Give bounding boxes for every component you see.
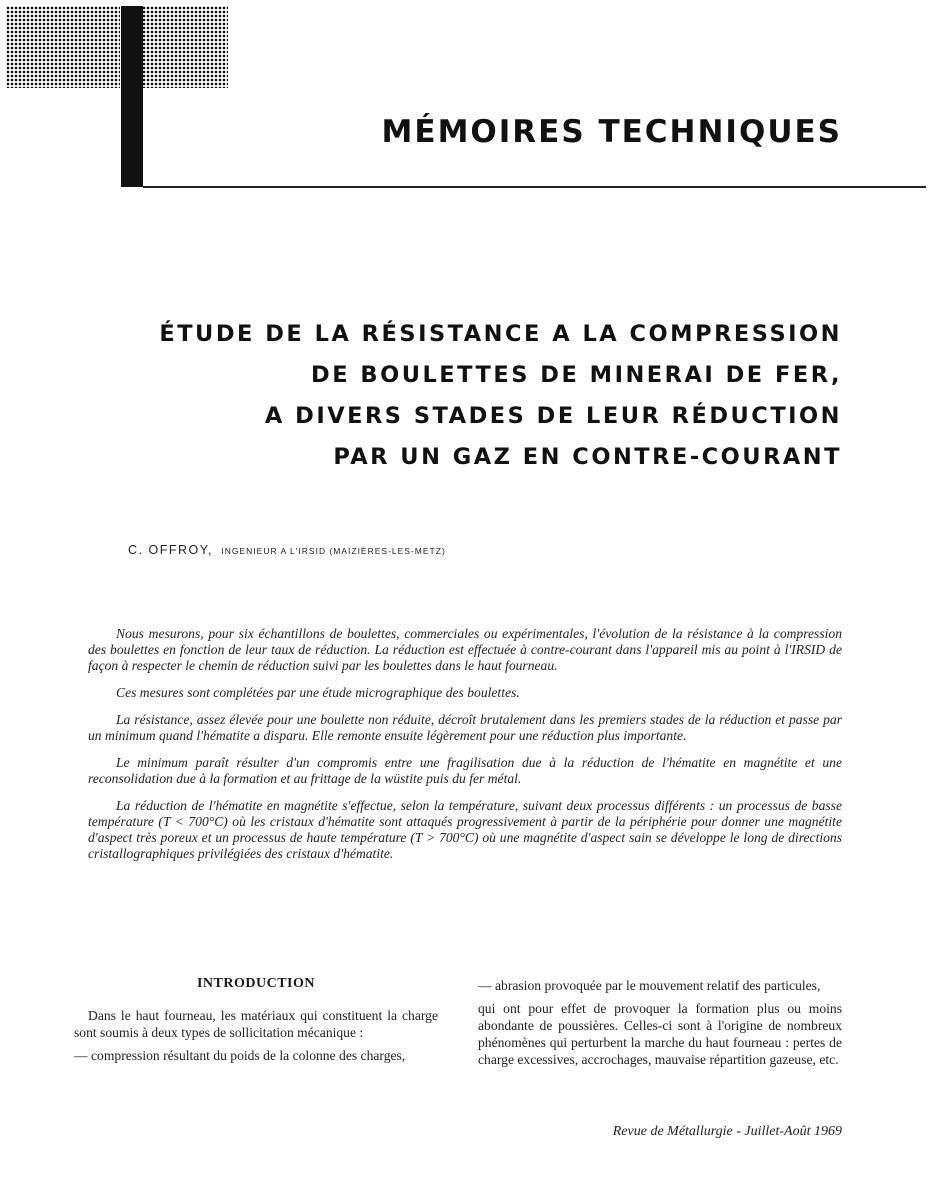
abstract bbox=[88, 626, 842, 873]
vertical-black-bar bbox=[121, 6, 143, 187]
abstract-paragraph: La réduction de l'hématite en magnétite s'effectue, selon la température, suivant deux processus différents : un processus de basse température (T < 700°C) où les cristaux d'hématite sont attaqués progressivement à partir de la périphérie pour donner une magnétite d'aspect très poreux et un processus de haute température (T > 700°C) où une magnétite d'aspect sain se développe le long de directions cristallographiques privilégiées des cristaux d'hématite. bbox=[88, 798, 842, 861]
abstract-paragraph: Le minimum paraît résulter d'un compromis entre une fragilisation due à la réduction de l'hématite en magnétite et une reconsolidation due à la formation et au frittage de la wüstite puis du fer métal. bbox=[88, 755, 842, 786]
right-column bbox=[478, 977, 842, 1074]
header-rule bbox=[143, 186, 926, 188]
section-title: MÉMOIRES TECHNIQUES bbox=[381, 114, 842, 150]
halftone-decoration bbox=[6, 6, 228, 88]
article-title bbox=[82, 314, 842, 478]
author-affiliation: INGENIEUR A L'IRSID (MAIZIÈRES-LES-METZ) bbox=[221, 546, 446, 556]
body-paragraph: Dans le haut fourneau, les matériaux qui constituent la charge sont soumis à deux types de sollicitation mécanique : bbox=[74, 1008, 438, 1040]
abstract-paragraph: Ces mesures sont complétées par une étude micrographique des boulettes. bbox=[116, 685, 520, 700]
article-title-line: A DIVERS STADES DE LEUR RÉDUCTION bbox=[264, 403, 842, 429]
article-title-line: PAR UN GAZ EN CONTRE-COURANT bbox=[333, 444, 842, 470]
article-title-line: ÉTUDE DE LA RÉSISTANCE A LA COMPRESSION bbox=[159, 321, 842, 347]
list-item: — compression résultant du poids de la colonne des charges, bbox=[74, 1048, 406, 1063]
article-title-line: DE BOULETTES DE MINERAI DE FER, bbox=[311, 362, 842, 388]
abstract-paragraph: Nous mesurons, pour six échantillons de boulettes, commerciales ou expérimentales, l'évolution de la résistance à la compression des boulettes en fonction de leur taux de réduction. La réduction est effectuée à contre-courant dans l'appareil mis au point à l'IRSID de façon à respecter le chemin de réduction suivi par les boulettes dans le haut fourneau. bbox=[88, 626, 842, 673]
list-item: — abrasion provoquée par le mouvement relatif des particules, bbox=[478, 978, 821, 993]
author-line bbox=[128, 541, 446, 559]
body-paragraph: qui ont pour effet de provoquer la formation plus ou moins abondante de poussières. Celles-ci sont à l'origine de nombreux phénomènes qui perturbent la marche du haut fourneau : pertes de charge excessives, accrochages, mauvaise répartition gazeuse, etc. bbox=[478, 1001, 842, 1067]
journal-footer: Revue de Métallurgie - Juillet-Août 1969 bbox=[612, 1124, 842, 1139]
author-name: C. OFFROY, bbox=[128, 543, 213, 557]
abstract-paragraph: La résistance, assez élevée pour une boulette non réduite, décroît brutalement dans les premiers stades de la réduction et passe par un minimum quand l'hématite a disparu. Elle remonte ensuite légèrement pour une réduction plus importante. bbox=[88, 712, 842, 743]
introduction-heading: INTRODUCTION bbox=[196, 976, 315, 991]
left-column bbox=[74, 975, 438, 1070]
